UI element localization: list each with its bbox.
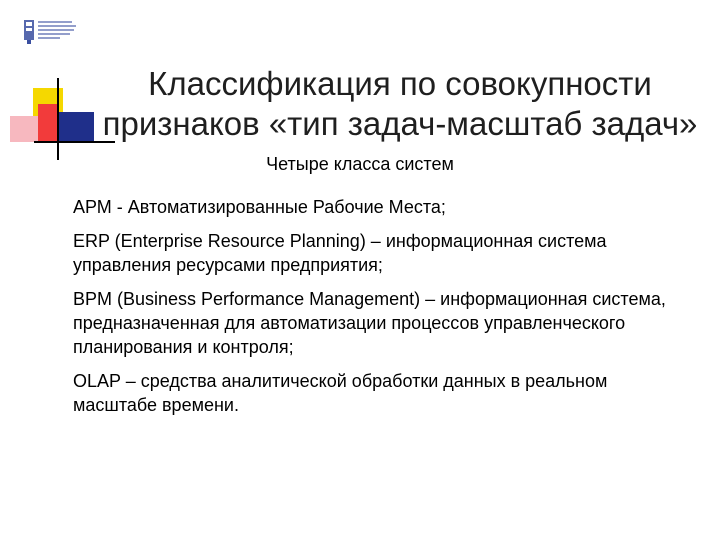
slide-body xyxy=(73,195,693,427)
red-square xyxy=(38,104,58,142)
slide-title: Классификация по совокупности признаков «тип задач-масштаб задач» xyxy=(102,65,698,142)
navy-square xyxy=(58,112,94,142)
list-item-erp: ERP (Enterprise Resource Planning) – информационная система управления ресурсами предприятия; xyxy=(73,231,607,275)
list-item-olap: OLAP – средства аналитической обработки данных в реальном масштабе времени. xyxy=(73,371,608,415)
slide-subtitle: Четыре класса систем xyxy=(266,154,454,174)
list-item-bpm: BPM (Business Performance Management) – информационная система, предназначенная для автоматизации процессов управленческого планирования и контроля; xyxy=(73,289,666,357)
list-item-arm: АРМ - Автоматизированные Рабочие Места; xyxy=(73,197,446,217)
